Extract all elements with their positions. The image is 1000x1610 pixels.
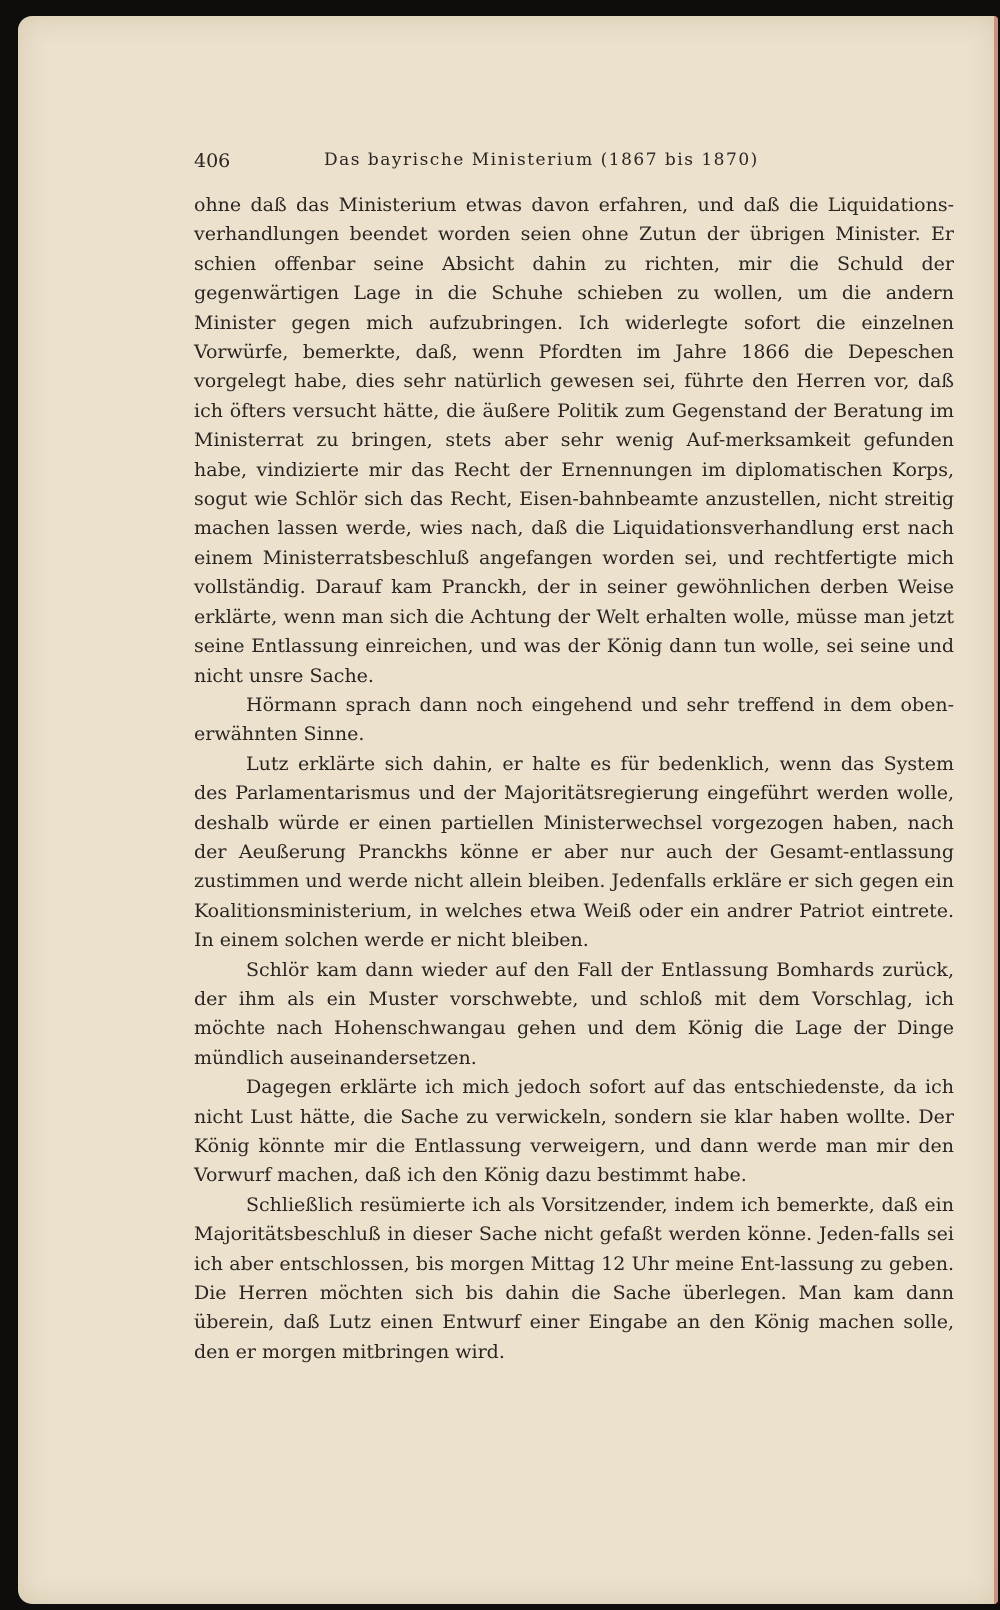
paragraph: Schließlich resümierte ich als Vorsitzender, indem ich bemerkte, daß ein Majoritätsbeschluß in dieser Sache nicht gefaßt werden könne. Jeden-falls sei ich aber entschlossen, bis morgen Mittag 12 Uhr meine Ent-lassung zu geben. Die Herren möchten sich bis dahin die Sache überlegen. Man kam dann überein, daß Lutz einen Entwurf einer Eingabe an den König machen solle, den er morgen mitbringen wird. [194,1193,954,1363]
paragraph: ohne daß das Ministerium etwas davon erfahren, und daß die Liquidations-verhandlungen beendet worden seien ohne Zutun der übrigen Minister. Er schien offenbar seine Absicht dahin zu richten, mir die Schuld der gegenwärtigen Lage in die Schuhe schieben zu wollen, um die andern Minister gegen mich aufzubringen. Ich widerlegte sofort die einzelnen Vorwürfe, bemerkte, daß, wenn Pfordten im Jahre 1866 die Depeschen vorgelegt habe, dies sehr natürlich gewesen sei, führte den Herren vor, daß ich öfters versucht hätte, die äußere Politik zum Gegenstand der Beratung im Ministerrat zu bringen, stets aber sehr wenig Auf-merksamkeit gefunden habe, vindizierte mir das Recht der Ernennungen im diplomatischen Korps, sogut wie Schlör sich das Recht, Eisen-bahnbeamte anzustellen, nicht streitig machen lassen werde, wies nach, daß die Liquidationsverhandlung erst nach einem Ministerratsbeschluß angefangen worden sei, und rechtfertigte mich vollständig. Darauf kam Pranckh, der in seiner gewöhnlichen derben Weise erklärte, wenn man sich die Achtung der Welt erhalten wolle, müsse man jetzt seine Entlassung einreichen, und was der König dann tun wolle, sei seine und nicht unsre Sache. [194,194,954,687]
page-edge [994,16,998,1604]
body-text [194,191,954,1367]
book-page [18,16,998,1604]
paragraph: Lutz erklärte sich dahin, er halte es für bedenklich, wenn das System des Parlamentarismus und der Majoritätsregierung eingeführt werden wolle, deshalb würde er einen partiellen Ministerwechsel vorgezogen haben, nach der Aeußerung Pranckhs könne er aber nur auch der Gesamt-entlassung zustimmen und werde nicht allein bleiben. Jedenfalls erkläre er sich gegen ein Koalitionsministerium, in welches etwa Weiß oder ein andrer Patriot eintrete. In einem solchen werde er nicht bleiben. [194,752,954,952]
page-header [194,144,954,176]
paragraph: Dagegen erklärte ich mich jedoch sofort auf das entschiedenste, da ich nicht Lust hätte, die Sache zu verwickeln, sondern sie klar haben wollte. Der König könnte mir die Entlassung verweigern, und dann werde man mir den Vorwurf machen, daß ich den König dazu bestimmt habe. [194,1076,954,1187]
paragraph: Schlör kam dann wieder auf den Fall der Entlassung Bomhards zurück, der ihm als ein Muster vorschwebte, und schloß mit dem Vorschlag, ich möchte nach Hohenschwangau gehen und dem König die Lage der Dinge mündlich auseinandersetzen. [194,958,954,1069]
running-head: Das bayrische Ministerium (1867 bis 1870) [324,150,759,170]
paragraph: Hörmann sprach dann noch eingehend und sehr treffend in dem oben-erwähnten Sinne. [194,693,954,746]
page-number: 406 [194,150,231,172]
